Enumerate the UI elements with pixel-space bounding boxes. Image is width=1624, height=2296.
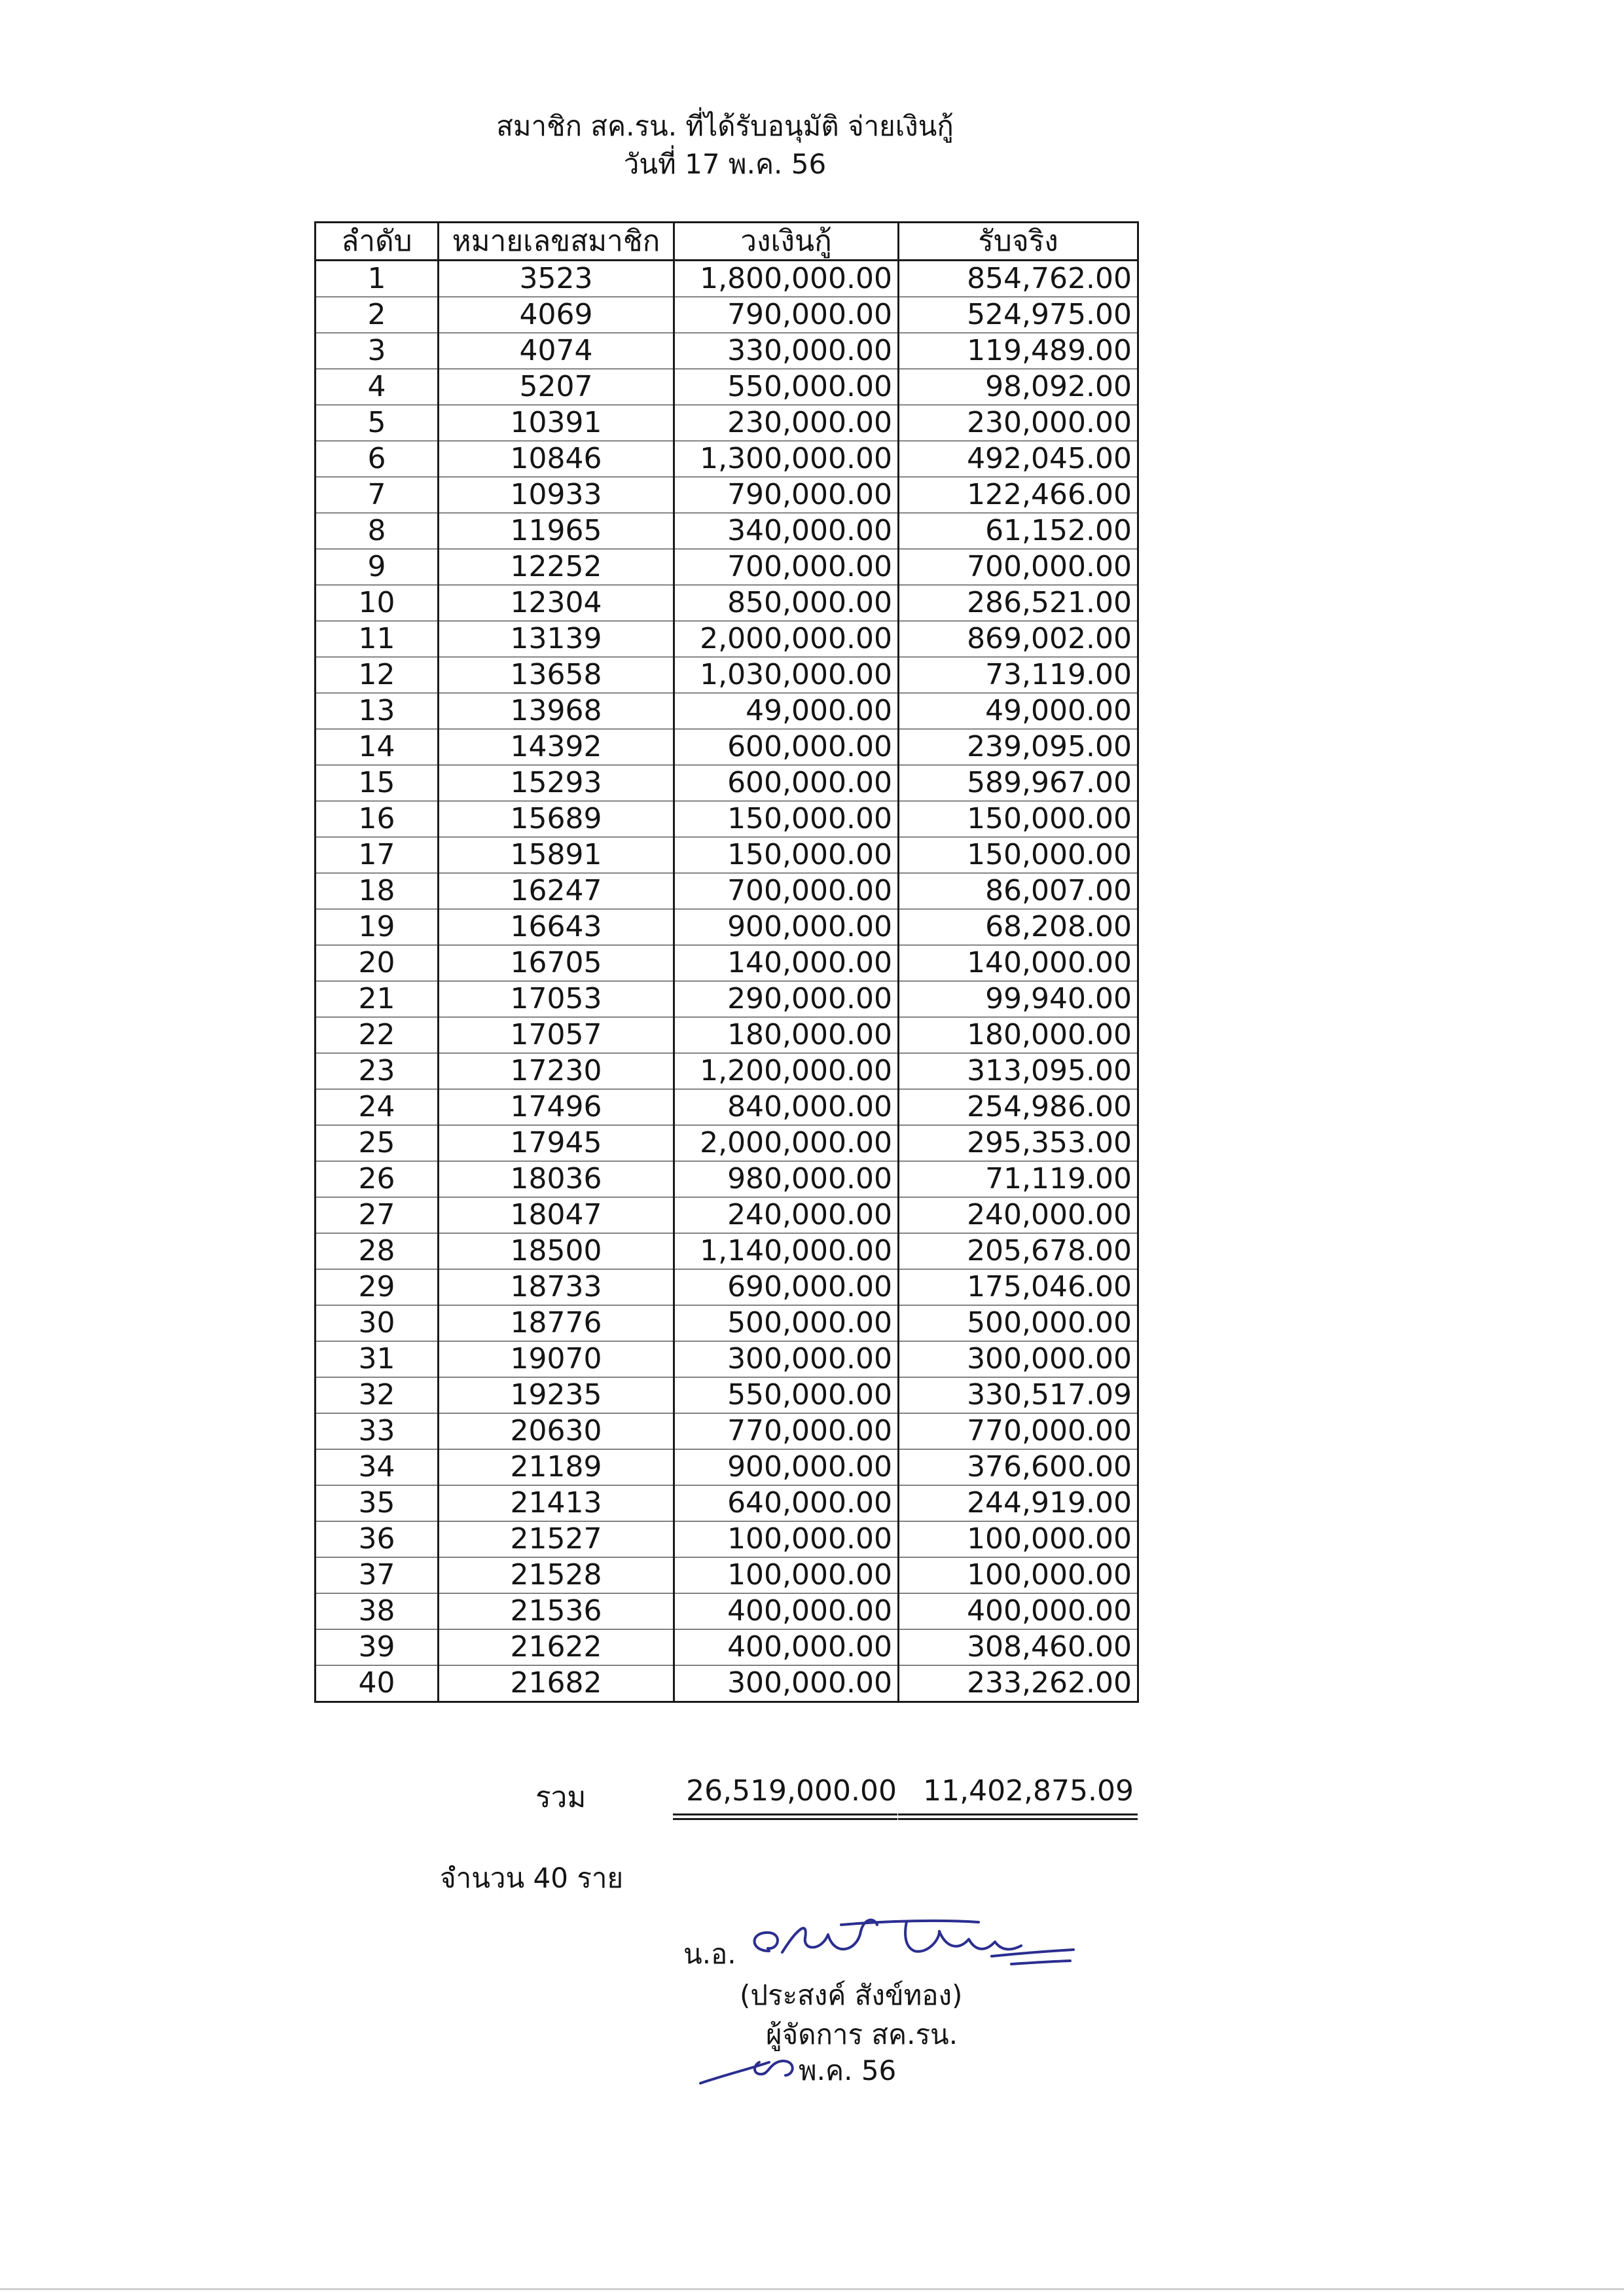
cell-received: 295,353.00	[899, 1125, 1138, 1161]
record-count: จำนวน 40 ราย	[440, 1862, 624, 1894]
cell-loan-amount: 49,000.00	[674, 693, 899, 729]
cell-loan-amount: 2,000,000.00	[674, 621, 899, 657]
cell-member-id: 21622	[439, 1630, 674, 1666]
cell-member-id: 19235	[439, 1377, 674, 1413]
cell-member-id: 5207	[439, 369, 674, 405]
table-row	[316, 1413, 1138, 1449]
cell-loan-amount: 550,000.00	[674, 1377, 899, 1413]
cell-order: 36	[316, 1522, 439, 1558]
cell-member-id: 16643	[439, 909, 674, 945]
cell-received: 244,919.00	[899, 1485, 1138, 1522]
cell-member-id: 15293	[439, 765, 674, 801]
cell-received: 100,000.00	[899, 1558, 1138, 1594]
cell-order: 39	[316, 1630, 439, 1666]
cell-member-id: 13658	[439, 657, 674, 693]
cell-loan-amount: 400,000.00	[674, 1594, 899, 1630]
cell-order: 40	[316, 1666, 439, 1702]
cell-member-id: 21189	[439, 1449, 674, 1485]
cell-loan-amount: 790,000.00	[674, 297, 899, 333]
total-received-amount: 11,402,875.09	[923, 1774, 1134, 1808]
table-row	[316, 405, 1138, 441]
cell-received: 122,466.00	[899, 477, 1138, 513]
cell-received: 500,000.00	[899, 1305, 1138, 1341]
cell-order: 20	[316, 945, 439, 981]
table-row	[316, 1125, 1138, 1161]
table-row	[316, 657, 1138, 693]
cell-received: 492,045.00	[899, 441, 1138, 477]
cell-order: 24	[316, 1089, 439, 1125]
double-underline-received	[898, 1813, 1138, 1820]
cell-member-id: 17057	[439, 1017, 674, 1053]
cell-loan-amount: 900,000.00	[674, 1449, 899, 1485]
table-row	[316, 1305, 1138, 1341]
cell-received: 86,007.00	[899, 873, 1138, 909]
cell-loan-amount: 300,000.00	[674, 1666, 899, 1702]
cell-received: 180,000.00	[899, 1017, 1138, 1053]
cell-order: 5	[316, 405, 439, 441]
cell-loan-amount: 600,000.00	[674, 765, 899, 801]
cell-order: 2	[316, 297, 439, 333]
cell-order: 9	[316, 549, 439, 585]
column-header-loan-amount: วงเงินกู้	[674, 223, 899, 261]
cell-received: 313,095.00	[899, 1053, 1138, 1089]
cell-member-id: 4069	[439, 297, 674, 333]
cell-loan-amount: 240,000.00	[674, 1197, 899, 1233]
cell-member-id: 21536	[439, 1594, 674, 1630]
cell-order: 33	[316, 1413, 439, 1449]
cell-received: 700,000.00	[899, 549, 1138, 585]
cell-order: 15	[316, 765, 439, 801]
handwritten-date-day	[697, 2043, 802, 2088]
cell-loan-amount: 290,000.00	[674, 981, 899, 1017]
table-row	[316, 441, 1138, 477]
cell-member-id: 19070	[439, 1341, 674, 1377]
table-row	[316, 1089, 1138, 1125]
table-row	[316, 1197, 1138, 1233]
cell-loan-amount: 140,000.00	[674, 945, 899, 981]
cell-loan-amount: 1,800,000.00	[674, 261, 899, 297]
table-row	[316, 693, 1138, 729]
table-row	[316, 513, 1138, 549]
cell-order: 11	[316, 621, 439, 657]
cell-received: 770,000.00	[899, 1413, 1138, 1449]
cell-order: 37	[316, 1558, 439, 1594]
cell-loan-amount: 1,200,000.00	[674, 1053, 899, 1089]
cell-received: 61,152.00	[899, 513, 1138, 549]
cell-loan-amount: 150,000.00	[674, 801, 899, 837]
cell-order: 16	[316, 801, 439, 837]
cell-member-id: 21413	[439, 1485, 674, 1522]
cell-member-id: 18047	[439, 1197, 674, 1233]
table-row	[316, 1377, 1138, 1413]
cell-member-id: 16705	[439, 945, 674, 981]
cell-member-id: 18036	[439, 1161, 674, 1197]
cell-member-id: 12252	[439, 549, 674, 585]
cell-order: 29	[316, 1269, 439, 1305]
cell-loan-amount: 600,000.00	[674, 729, 899, 765]
column-header-received: รับจริง	[899, 223, 1138, 261]
table-row	[316, 801, 1138, 837]
table-row	[316, 765, 1138, 801]
cell-received: 400,000.00	[899, 1594, 1138, 1630]
table-row	[316, 1558, 1138, 1594]
cell-member-id: 17053	[439, 981, 674, 1017]
cell-received: 150,000.00	[899, 837, 1138, 873]
cell-order: 34	[316, 1449, 439, 1485]
cell-received: 524,975.00	[899, 297, 1138, 333]
cell-order: 19	[316, 909, 439, 945]
cell-order: 14	[316, 729, 439, 765]
table-row	[316, 1630, 1138, 1666]
table-row	[316, 261, 1138, 297]
cell-order: 23	[316, 1053, 439, 1089]
signature-date: พ.ค. 56	[799, 2054, 897, 2086]
cell-received: 254,986.00	[899, 1089, 1138, 1125]
table-row	[316, 1341, 1138, 1377]
cell-received: 286,521.00	[899, 585, 1138, 621]
cell-member-id: 10391	[439, 405, 674, 441]
cell-loan-amount: 180,000.00	[674, 1017, 899, 1053]
cell-loan-amount: 690,000.00	[674, 1269, 899, 1305]
cell-member-id: 13139	[439, 621, 674, 657]
cell-order: 22	[316, 1017, 439, 1053]
cell-member-id: 18500	[439, 1233, 674, 1269]
cell-member-id: 17230	[439, 1053, 674, 1089]
cell-member-id: 21528	[439, 1558, 674, 1594]
cell-received: 376,600.00	[899, 1449, 1138, 1485]
cell-order: 28	[316, 1233, 439, 1269]
cell-received: 330,517.09	[899, 1377, 1138, 1413]
table-row	[316, 1017, 1138, 1053]
cell-loan-amount: 1,140,000.00	[674, 1233, 899, 1269]
cell-loan-amount: 100,000.00	[674, 1522, 899, 1558]
cell-loan-amount: 900,000.00	[674, 909, 899, 945]
cell-loan-amount: 150,000.00	[674, 837, 899, 873]
table-row	[316, 621, 1138, 657]
cell-order: 38	[316, 1594, 439, 1630]
cell-received: 71,119.00	[899, 1161, 1138, 1197]
scan-edge	[0, 2288, 1624, 2290]
cell-received: 205,678.00	[899, 1233, 1138, 1269]
cell-member-id: 14392	[439, 729, 674, 765]
cell-member-id: 15689	[439, 801, 674, 837]
cell-member-id: 15891	[439, 837, 674, 873]
cell-order: 26	[316, 1161, 439, 1197]
cell-received: 854,762.00	[899, 261, 1138, 297]
cell-loan-amount: 770,000.00	[674, 1413, 899, 1449]
cell-received: 73,119.00	[899, 657, 1138, 693]
cell-loan-amount: 980,000.00	[674, 1161, 899, 1197]
cell-loan-amount: 500,000.00	[674, 1305, 899, 1341]
cell-member-id: 20630	[439, 1413, 674, 1449]
column-header-member-id: หมายเลขสมาชิก	[439, 223, 674, 261]
cell-member-id: 10933	[439, 477, 674, 513]
cell-order: 1	[316, 261, 439, 297]
cell-member-id: 18776	[439, 1305, 674, 1341]
cell-loan-amount: 400,000.00	[674, 1630, 899, 1666]
table-row	[316, 477, 1138, 513]
cell-loan-amount: 700,000.00	[674, 549, 899, 585]
table-row	[316, 981, 1138, 1017]
table-row	[316, 1522, 1138, 1558]
cell-received: 150,000.00	[899, 801, 1138, 837]
cell-loan-amount: 700,000.00	[674, 873, 899, 909]
cell-loan-amount: 840,000.00	[674, 1089, 899, 1125]
table-row	[316, 333, 1138, 369]
cell-received: 300,000.00	[899, 1341, 1138, 1377]
cell-order: 30	[316, 1305, 439, 1341]
cell-order: 32	[316, 1377, 439, 1413]
cell-received: 99,940.00	[899, 981, 1138, 1017]
cell-order: 21	[316, 981, 439, 1017]
table-row	[316, 837, 1138, 873]
cell-member-id: 16247	[439, 873, 674, 909]
table-row	[316, 1161, 1138, 1197]
cell-loan-amount: 2,000,000.00	[674, 1125, 899, 1161]
table-row	[316, 297, 1138, 333]
cell-member-id: 13968	[439, 693, 674, 729]
cell-received: 589,967.00	[899, 765, 1138, 801]
cell-order: 18	[316, 873, 439, 909]
table-row	[316, 1449, 1138, 1485]
loan-table	[314, 221, 1139, 1703]
cell-received: 308,460.00	[899, 1630, 1138, 1666]
cell-order: 7	[316, 477, 439, 513]
cell-received: 869,002.00	[899, 621, 1138, 657]
column-header-order: ลำดับ	[316, 223, 439, 261]
signer-rank: น.อ.	[683, 1938, 736, 1970]
cell-received: 233,262.00	[899, 1666, 1138, 1702]
cell-loan-amount: 330,000.00	[674, 333, 899, 369]
cell-received: 140,000.00	[899, 945, 1138, 981]
cell-loan-amount: 1,300,000.00	[674, 441, 899, 477]
cell-received: 100,000.00	[899, 1522, 1138, 1558]
double-underline-loan	[673, 1813, 897, 1820]
document-title: สมาชิก สค.รน. ที่ได้รับอนุมัติ จ่ายเงินกู้	[496, 110, 954, 142]
cell-loan-amount: 230,000.00	[674, 405, 899, 441]
cell-order: 17	[316, 837, 439, 873]
table-row	[316, 369, 1138, 405]
cell-member-id: 11965	[439, 513, 674, 549]
cell-order: 6	[316, 441, 439, 477]
cell-loan-amount: 100,000.00	[674, 1558, 899, 1594]
cell-received: 68,208.00	[899, 909, 1138, 945]
cell-member-id: 10846	[439, 441, 674, 477]
table-row	[316, 1053, 1138, 1089]
document-date: วันที่ 17 พ.ค. 56	[623, 148, 827, 180]
cell-received: 175,046.00	[899, 1269, 1138, 1305]
cell-member-id: 3523	[439, 261, 674, 297]
signer-name: (ประสงค์ สังข์ทอง)	[740, 1979, 963, 2011]
table-row	[316, 1666, 1138, 1702]
cell-received: 119,489.00	[899, 333, 1138, 369]
cell-member-id: 12304	[439, 585, 674, 621]
total-loan-amount: 26,519,000.00	[686, 1774, 897, 1808]
cell-member-id: 17496	[439, 1089, 674, 1125]
cell-order: 35	[316, 1485, 439, 1522]
cell-order: 8	[316, 513, 439, 549]
cell-loan-amount: 640,000.00	[674, 1485, 899, 1522]
cell-loan-amount: 1,030,000.00	[674, 657, 899, 693]
cell-order: 13	[316, 693, 439, 729]
handwritten-signature	[743, 1905, 1083, 1977]
table-header-row	[316, 223, 1138, 261]
cell-received: 239,095.00	[899, 729, 1138, 765]
cell-loan-amount: 300,000.00	[674, 1341, 899, 1377]
cell-order: 25	[316, 1125, 439, 1161]
cell-member-id: 4074	[439, 333, 674, 369]
table-row	[316, 873, 1138, 909]
table-row	[316, 585, 1138, 621]
cell-received: 98,092.00	[899, 369, 1138, 405]
cell-order: 10	[316, 585, 439, 621]
signer-position: ผู้จัดการ สค.รน.	[766, 2018, 958, 2050]
table-row	[316, 1269, 1138, 1305]
cell-received: 240,000.00	[899, 1197, 1138, 1233]
cell-order: 27	[316, 1197, 439, 1233]
cell-loan-amount: 790,000.00	[674, 477, 899, 513]
table-row	[316, 1233, 1138, 1269]
cell-member-id: 17945	[439, 1125, 674, 1161]
table-row	[316, 549, 1138, 585]
total-label: รวม	[535, 1781, 586, 1814]
table-row	[316, 945, 1138, 981]
cell-received: 49,000.00	[899, 693, 1138, 729]
table-row	[316, 729, 1138, 765]
cell-order: 4	[316, 369, 439, 405]
cell-member-id: 21527	[439, 1522, 674, 1558]
cell-order: 12	[316, 657, 439, 693]
cell-received: 230,000.00	[899, 405, 1138, 441]
cell-member-id: 21682	[439, 1666, 674, 1702]
cell-order: 31	[316, 1341, 439, 1377]
cell-loan-amount: 550,000.00	[674, 369, 899, 405]
cell-order: 3	[316, 333, 439, 369]
cell-loan-amount: 850,000.00	[674, 585, 899, 621]
cell-loan-amount: 340,000.00	[674, 513, 899, 549]
table-row	[316, 909, 1138, 945]
table-row	[316, 1485, 1138, 1522]
table-row	[316, 1594, 1138, 1630]
cell-member-id: 18733	[439, 1269, 674, 1305]
